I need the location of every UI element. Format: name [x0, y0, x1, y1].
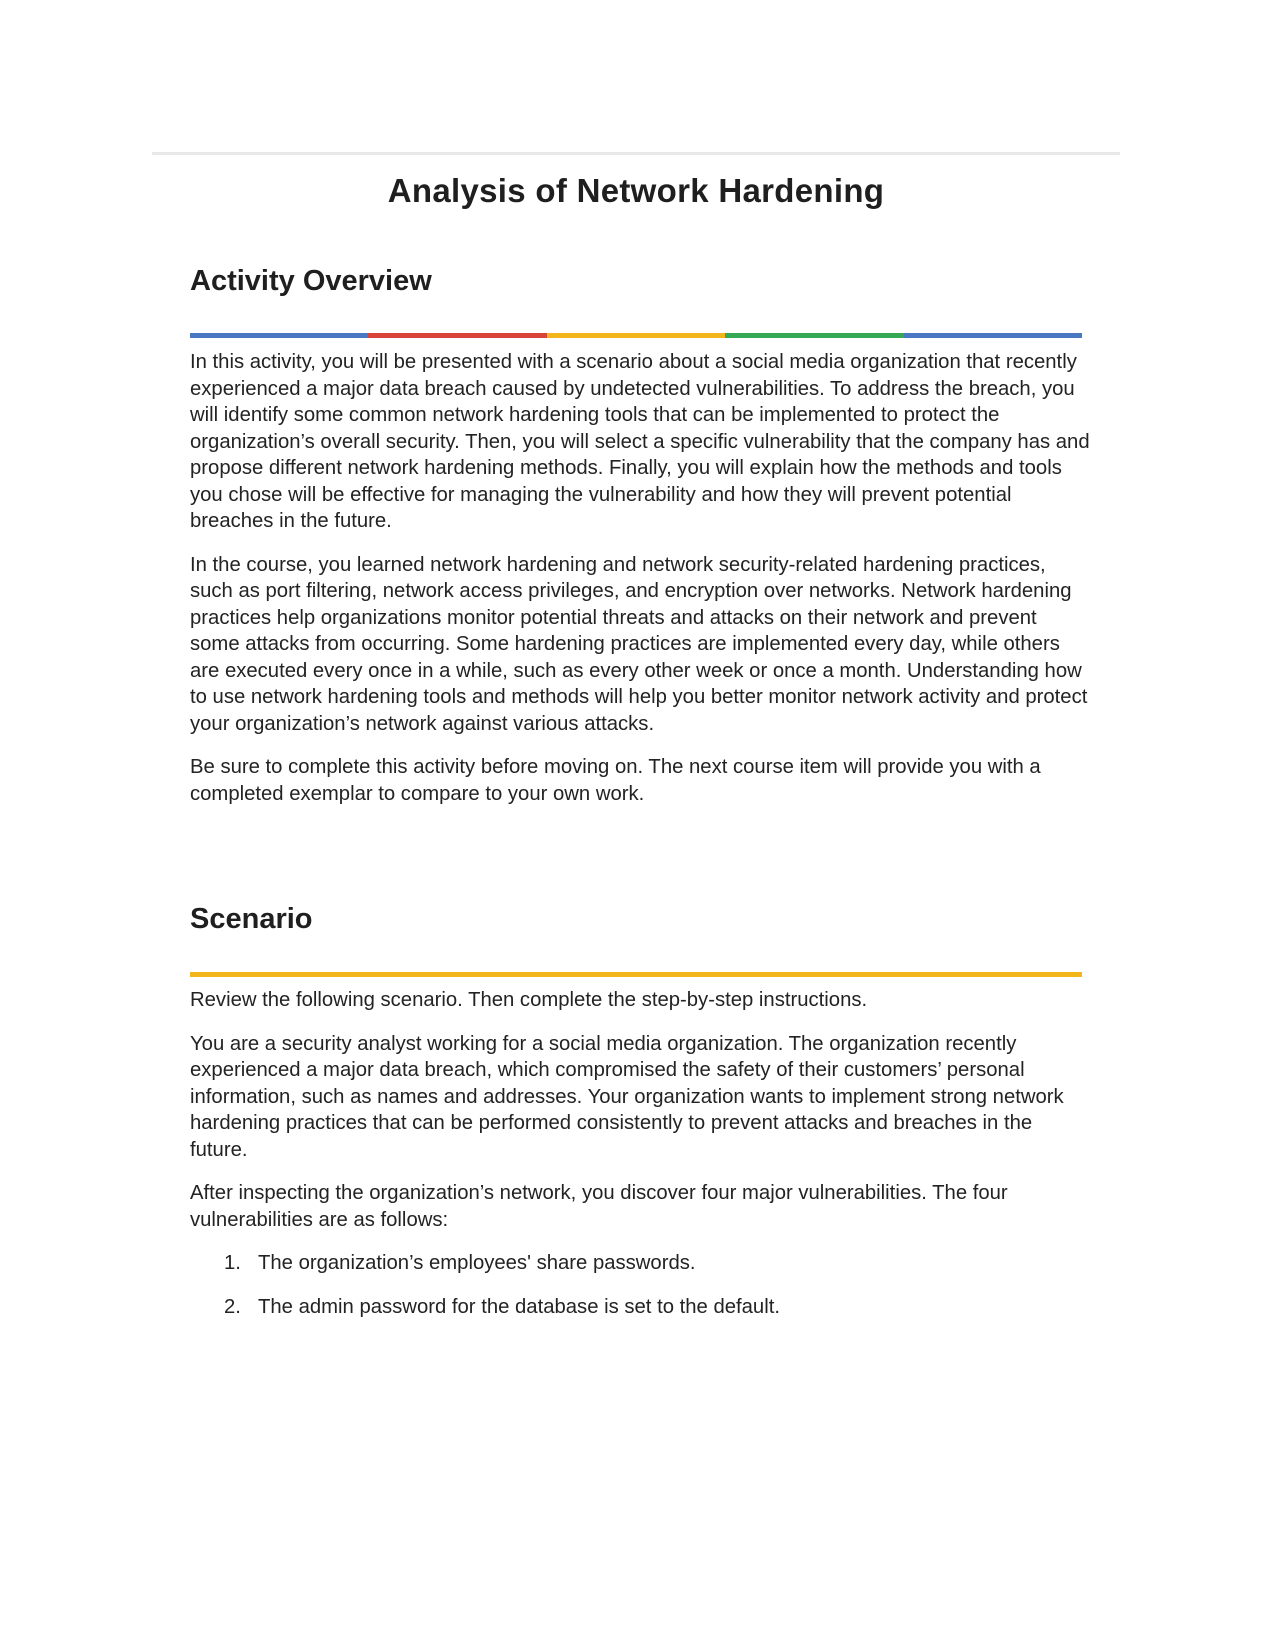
vulnerability-list — [190, 1250, 1090, 1320]
overview-paragraph-intro: In this activity, you will be presented with a scenario about a social media organization that recently experienced a major data breach caused by undetected vulnerabilities. To address the breach, you will identify some common network hardening tools that can be implemented to protect the organization’s overall security. Then, you will select a specific vulnerability that the company has and propose different network hardening methods. Finally, you will explain how the methods and tools you chose will be effective for managing the vulnerability and how they will prevent potential breaches in the future. — [190, 351, 1090, 532]
overview-paragraph-course: In the course, you learned network hardening and network security-related hardening practices, such as port filtering, network access privileges, and encryption over networks. Network hardening practices help organizations monitor potential threats and attacks on their network and prevent some attacks from occurring. Some hardening practices are implemented every day, while others are executed every once in a while, such as every other week or once a month. Understanding how to use network hardening tools and methods will help you better monitor network activity and protect your organization’s network against various attacks. — [190, 553, 1088, 735]
scenario-heading: Scenario — [190, 903, 313, 935]
list-item-text: The organization’s employees' share passwords. — [258, 1252, 696, 1274]
top-divider — [152, 152, 1120, 155]
color-bar-segment-blue-end — [904, 333, 1082, 338]
list-item — [224, 1250, 1090, 1277]
scenario-paragraph-instructions: Review the following scenario. Then complete the step-by-step instructions. — [190, 989, 868, 1011]
color-bar-segment-blue — [190, 333, 368, 338]
color-bar-segment-yellow — [547, 333, 725, 338]
activity-overview-body — [190, 349, 1090, 824]
overview-paragraph-reminder: Be sure to complete this activity before moving on. The next course item will provide you with a completed exemplar to compare to your own work. — [190, 756, 1041, 805]
document-title: Analysis of Network Hardening — [387, 172, 885, 209]
scenario-body — [190, 987, 1090, 1337]
list-item-text: The admin password for the database is set to the default. — [258, 1295, 780, 1318]
color-bar-segment-green — [725, 333, 903, 338]
color-bar-segment-red — [368, 333, 546, 338]
scenario-color-bar — [190, 972, 1082, 977]
scenario-paragraph-context: You are a security analyst working for a social media organization. The organization recently experienced a major data breach, which compromised the safety of their customers’ personal information, such as names and addresses. Your organization wants to implement strong network hardening practices that can be performed consistently to prevent attacks and breaches in the future. — [190, 1032, 1064, 1161]
list-item — [224, 1294, 1090, 1321]
activity-overview-color-bar — [190, 333, 1082, 338]
activity-overview-heading: Activity Overview — [190, 265, 432, 297]
scenario-paragraph-vulnerabilities-intro: After inspecting the organization’s network, you discover four major vulnerabilities. The four vulnerabilities are as follows: — [190, 1182, 1008, 1231]
list-item-number: 2. — [224, 1295, 241, 1318]
list-item-number: 1. — [224, 1252, 241, 1274]
